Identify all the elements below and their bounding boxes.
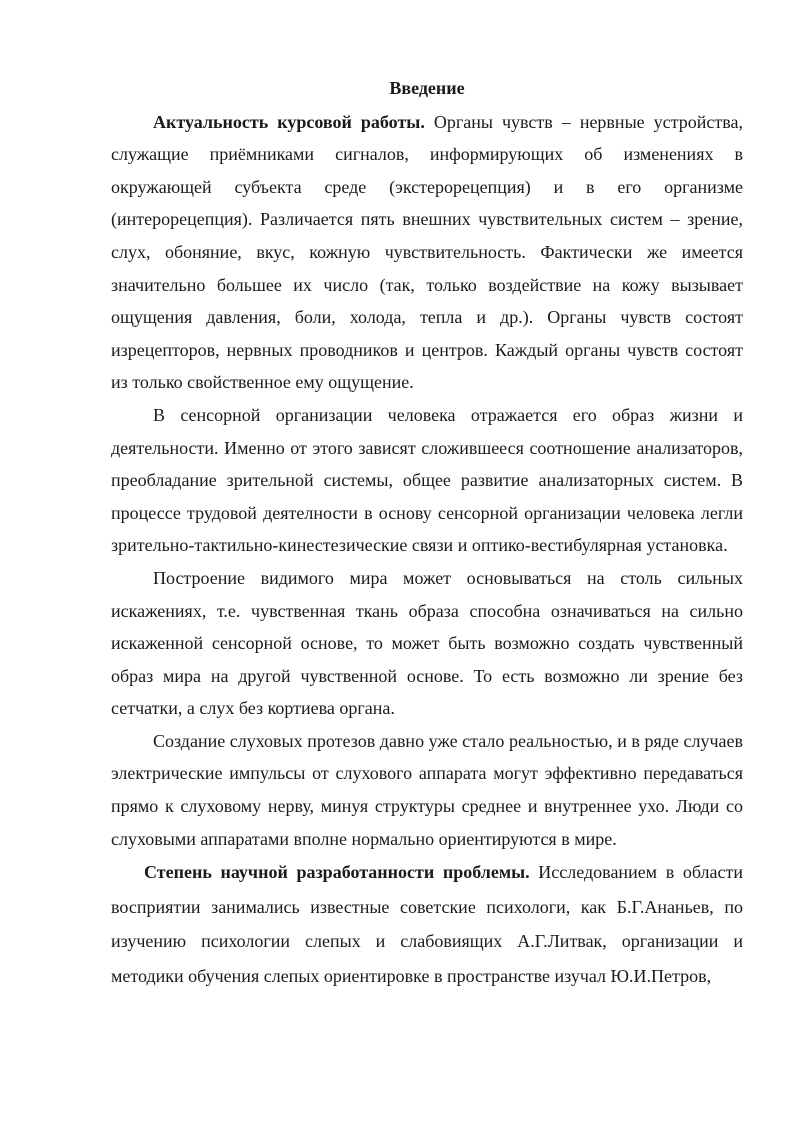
document-page <box>111 72 743 993</box>
paragraph-lead: Степень научной разработанности проблемы. <box>144 862 530 883</box>
paragraph-visible-world <box>111 562 743 725</box>
paragraph-research-degree <box>111 855 743 993</box>
paragraph-text: Построение видимого мира может основываться на столь сильных искажениях, т.е. чувственная ткань образа способна означиваться на сильно искаженной сенсорной основе, то может быть возможно создать чувственный образ мира на другой чувственной основе. То есть возможно ли зрение без сетчатки, а слух без кортиева органа. <box>111 567 743 719</box>
paragraph-text: Органы чувств – нервные устройства, служащие приёмниками сигналов, информирующих об изменениях в окружающей субъекта среде (экстерорецепция) и в его организме (интерорецепция). Различается пять внешних чувствительных систем – зрение, слух, обоняние, вкус, кожную чувствительность. Фактически же имеется значительно большее их число (так, только воздействие на кожу вызывает ощущения давления, боли, холода, тепла и др.). Органы чувств состоят изрецепторов, нервных проводников и центров. Каждый органы чувств состоят из только свойственное ему ощущение. <box>111 111 743 393</box>
paragraph-relevance <box>111 106 743 399</box>
paragraph-text: Создание слуховых протезов давно уже стало реальностью, и в ряде случаев электрические импульсы от слухового аппарата могут эффективно передаваться прямо к слуховому нерву, минуя структуры среднее и внутреннее ухо. Люди со слуховыми аппаратами вполне нормально ориентируются в мире. <box>111 730 743 849</box>
paragraph-sensory-organization <box>111 399 743 562</box>
paragraph-lead: Актуальность курсовой работы. <box>153 111 425 132</box>
paragraph-hearing-prostheses <box>111 725 743 855</box>
page-title: Введение <box>389 78 465 98</box>
paragraph-text: В сенсорной организации человека отражается его образ жизни и деятельности. Именно от этого зависят сложившееся соотношение анализаторов, преобладание зрительной системы, общее развитие анализаторных систем. В процессе трудовой деятелности в основу сенсорной организации человека легли зрительно-тактильно-кинестезические связи и оптико-вестибулярная установка. <box>111 404 743 556</box>
paragraph-text: Исследованием в области восприятии занимались известные советские психологи, как Б.Г.Ананьев, по изучению психологии слепых и слабовиящих А.Г.Литвак, организации и методики обучения слепых ориентировке в пространстве изучал Ю.И.Петров, <box>111 862 743 986</box>
